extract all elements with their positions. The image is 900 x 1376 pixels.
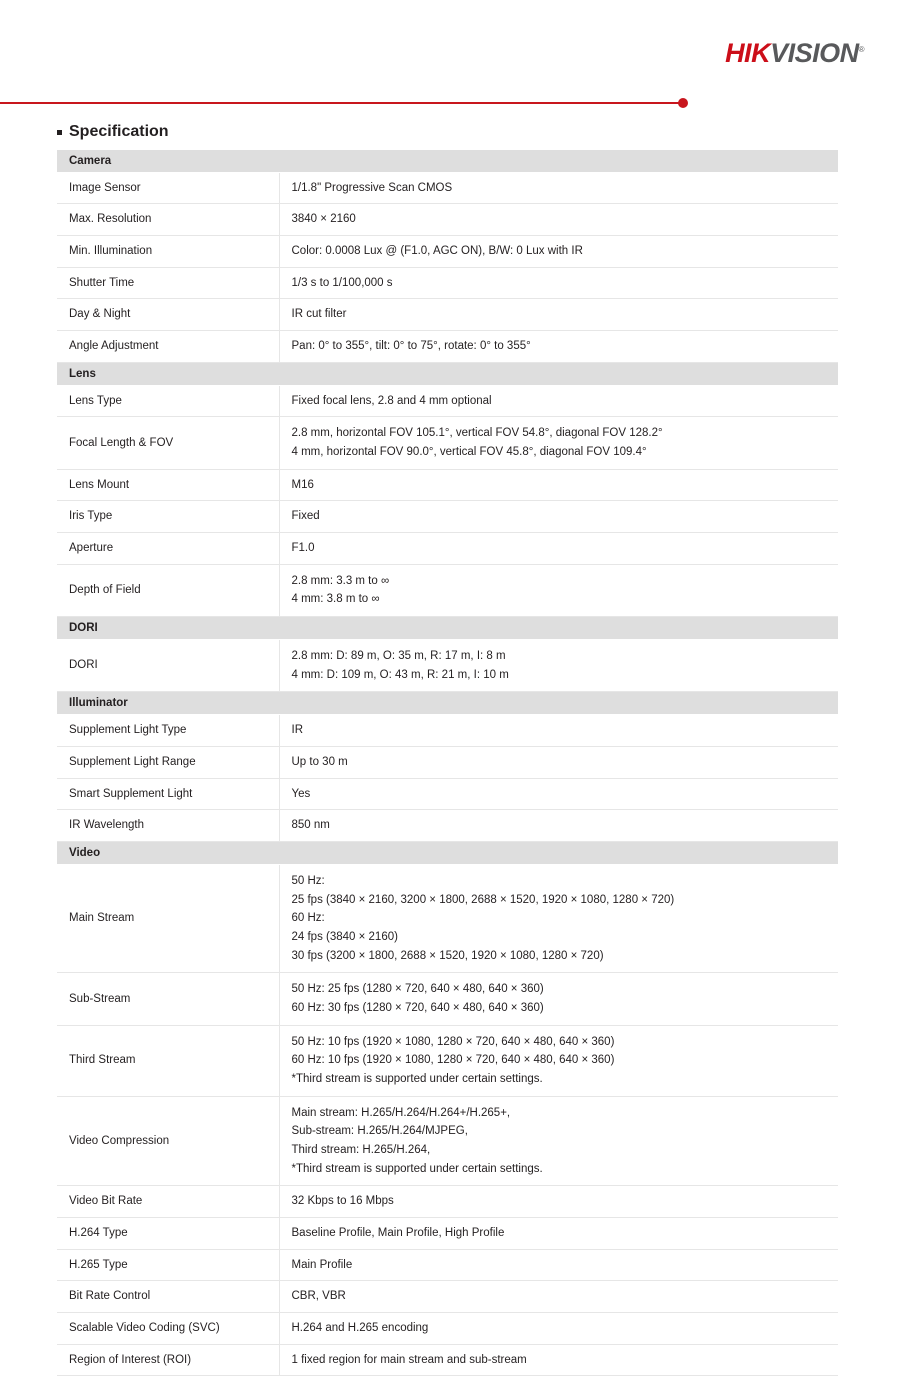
spec-value-cell [279, 1218, 838, 1250]
header-rule-line [0, 102, 682, 104]
spec-label-cell: Sub-Stream [57, 973, 279, 1025]
section-header-row [57, 617, 838, 640]
table-row [57, 1218, 838, 1250]
table-row [57, 564, 838, 616]
table-row [57, 715, 838, 747]
spec-label-cell: Video Compression [57, 1096, 279, 1186]
table-row [57, 469, 838, 501]
table-row [57, 1249, 838, 1281]
spec-value-cell [279, 1344, 838, 1376]
spec-label-cell: Video Bit Rate [57, 1186, 279, 1218]
spec-value-line: Color: 0.0008 Lux @ (F1.0, AGC ON), B/W: 0 Lux with IR [291, 244, 583, 257]
spec-value-line: 4 mm: 3.8 m to ∞ [291, 593, 380, 606]
header-divider [0, 97, 900, 109]
section-header-row [57, 362, 838, 385]
table-row [57, 299, 838, 331]
spec-value-line: 1 fixed region for main stream and sub-stream [291, 1353, 527, 1366]
spec-label-cell: Scalable Video Coding (SVC) [57, 1313, 279, 1345]
table-row [57, 532, 838, 564]
spec-label-cell: Supplement Light Range [57, 747, 279, 779]
spec-value-line: Pan: 0° to 355°, tilt: 0° to 75°, rotate: 0° to 355° [291, 339, 531, 352]
spec-value-line: 4 mm, horizontal FOV 90.0°, vertical FOV 45.8°, diagonal FOV 109.4° [291, 445, 647, 458]
section-header-label: Camera [57, 149, 838, 172]
spec-label-cell: Lens Type [57, 385, 279, 417]
table-row [57, 973, 838, 1025]
spec-label-cell: Main Stream [57, 865, 279, 973]
spec-label-cell: Day & Night [57, 299, 279, 331]
table-row [57, 417, 838, 469]
spec-value-line: 4 mm: D: 109 m, O: 43 m, R: 21 m, I: 10 m [291, 668, 509, 681]
spec-value-line: IR cut filter [291, 308, 347, 321]
spec-value-line: Main stream: H.265/H.264/H.264+/H.265+, [291, 1106, 511, 1119]
spec-label-cell: Image Sensor [57, 172, 279, 204]
section-header-label: Video [57, 842, 838, 865]
spec-label-cell: H.264 Type [57, 1218, 279, 1250]
spec-value-cell [279, 330, 838, 362]
spec-label-cell: Angle Adjustment [57, 330, 279, 362]
spec-value-cell [279, 973, 838, 1025]
spec-value-line: Baseline Profile, Main Profile, High Profile [291, 1227, 505, 1240]
spec-value-line: 60 Hz: 30 fps (1280 × 720, 640 × 480, 640 × 360) [291, 1002, 544, 1015]
header-rule-dot-icon [678, 98, 688, 108]
spec-value-line: Fixed [291, 510, 320, 523]
spec-value-line: M16 [291, 478, 314, 491]
table-row [57, 501, 838, 533]
spec-value-cell [279, 204, 838, 236]
spec-value-cell [279, 1096, 838, 1186]
spec-value-line: 2.8 mm: D: 89 m, O: 35 m, R: 17 m, I: 8 m [291, 650, 506, 662]
spec-value-line: CBR, VBR [291, 1290, 346, 1303]
spec-label-cell: Depth of Field [57, 564, 279, 616]
spec-value-line: 60 Hz: [291, 912, 325, 925]
spec-value-cell [279, 1025, 838, 1096]
spec-label-cell: H.265 Type [57, 1249, 279, 1281]
spec-value-cell [279, 564, 838, 616]
spec-label-cell: Focal Length & FOV [57, 417, 279, 469]
spec-value-line: 850 nm [291, 819, 330, 832]
spec-value-cell [279, 469, 838, 501]
spec-value-cell [279, 1249, 838, 1281]
logo-vision-text: VISION [770, 38, 859, 68]
table-row [57, 235, 838, 267]
table-row [57, 1344, 838, 1376]
table-row [57, 385, 838, 417]
spec-value-line: Sub-stream: H.265/H.264/MJPEG, [291, 1125, 468, 1138]
section-header-label: Lens [57, 362, 838, 385]
table-row [57, 747, 838, 779]
spec-value-line: 1/3 s to 1/100,000 s [291, 276, 393, 289]
spec-value-cell [279, 501, 838, 533]
spec-value-line: H.264 and H.265 encoding [291, 1322, 429, 1335]
page-title [57, 123, 900, 141]
spec-value-cell [279, 172, 838, 204]
table-row [57, 204, 838, 236]
spec-value-line: 1/1.8" Progressive Scan CMOS [291, 181, 453, 194]
spec-value-cell [279, 385, 838, 417]
spec-label-cell: DORI [57, 640, 279, 692]
spec-label-cell: Max. Resolution [57, 204, 279, 236]
spec-value-line: 30 fps (3200 × 1800, 2688 × 1520, 1920 × 1080, 1280 × 720) [291, 949, 604, 962]
table-row [57, 865, 838, 973]
section-header-label: Illuminator [57, 692, 838, 715]
spec-label-cell: Aperture [57, 532, 279, 564]
spec-label-cell: Supplement Light Type [57, 715, 279, 747]
spec-label-cell: Min. Illumination [57, 235, 279, 267]
section-header-row [57, 692, 838, 715]
spec-value-line: *Third stream is supported under certain settings. [291, 1162, 543, 1175]
spec-value-cell [279, 532, 838, 564]
table-row [57, 172, 838, 204]
spec-label-cell: Lens Mount [57, 469, 279, 501]
specification-table-body [57, 149, 838, 1376]
section-header-row [57, 842, 838, 865]
spec-value-cell [279, 1186, 838, 1218]
spec-value-cell [279, 778, 838, 810]
spec-label-cell: Bit Rate Control [57, 1281, 279, 1313]
logo-hik-text: HIK [725, 38, 771, 68]
spec-value-line: 50 Hz: 10 fps (1920 × 1080, 1280 × 720, 640 × 480, 640 × 360) [291, 1035, 615, 1048]
spec-value-line: IR [291, 724, 303, 737]
spec-value-line: Up to 30 m [291, 756, 348, 769]
spec-value-cell [279, 235, 838, 267]
table-row [57, 330, 838, 362]
spec-value-line: 25 fps (3840 × 2160, 3200 × 1800, 2688 × 1520, 1920 × 1080, 1280 × 720) [291, 893, 675, 906]
spec-value-cell [279, 715, 838, 747]
spec-value-line: 24 fps (3840 × 2160) [291, 931, 398, 944]
spec-value-line: 2.8 mm: 3.3 m to ∞ [291, 574, 390, 587]
spec-label-cell: IR Wavelength [57, 810, 279, 842]
page-header [0, 0, 900, 101]
spec-value-line: *Third stream is supported under certain settings. [291, 1073, 543, 1086]
spec-value-line: 32 Kbps to 16 Mbps [291, 1195, 394, 1208]
table-row [57, 1281, 838, 1313]
table-row [57, 810, 838, 842]
spec-value-line: 50 Hz: 25 fps (1280 × 720, 640 × 480, 640 × 360) [291, 983, 544, 996]
table-row [57, 267, 838, 299]
square-bullet-icon [57, 130, 62, 135]
spec-value-line: F1.0 [291, 541, 315, 554]
spec-value-cell [279, 299, 838, 331]
spec-value-line: Fixed focal lens, 2.8 and 4 mm optional [291, 394, 492, 407]
spec-label-cell: Shutter Time [57, 267, 279, 299]
page-title-label: Specification [69, 123, 169, 140]
table-row [57, 1025, 838, 1096]
table-row [57, 640, 838, 692]
spec-value-cell [279, 810, 838, 842]
section-header-row [57, 149, 838, 172]
spec-value-line: 60 Hz: 10 fps (1920 × 1080, 1280 × 720, 640 × 480, 640 × 360) [291, 1054, 615, 1067]
table-row [57, 1186, 838, 1218]
spec-value-cell [279, 1281, 838, 1313]
spec-value-line: Main Profile [291, 1258, 353, 1271]
specification-table [57, 149, 838, 1376]
spec-value-cell [279, 640, 838, 692]
section-header-label: DORI [57, 617, 838, 640]
spec-label-cell: Iris Type [57, 501, 279, 533]
spec-value-line: 3840 × 2160 [291, 213, 356, 226]
table-row [57, 1313, 838, 1345]
spec-label-cell: Third Stream [57, 1025, 279, 1096]
spec-label-cell: Smart Supplement Light [57, 778, 279, 810]
spec-value-line: 50 Hz: [291, 875, 325, 888]
registered-trademark-icon: ® [858, 45, 864, 54]
spec-value-cell [279, 417, 838, 469]
spec-value-cell [279, 267, 838, 299]
table-row [57, 778, 838, 810]
spec-value-cell [279, 1313, 838, 1345]
table-row [57, 1096, 838, 1186]
spec-label-cell: Region of Interest (ROI) [57, 1344, 279, 1376]
spec-value-cell [279, 865, 838, 973]
spec-value-line: 2.8 mm, horizontal FOV 105.1°, vertical FOV 54.8°, diagonal FOV 128.2° [291, 427, 663, 440]
hikvision-logo [725, 40, 864, 67]
spec-value-line: Yes [291, 787, 311, 800]
spec-value-line: Third stream: H.265/H.264, [291, 1144, 431, 1157]
spec-value-cell [279, 747, 838, 779]
